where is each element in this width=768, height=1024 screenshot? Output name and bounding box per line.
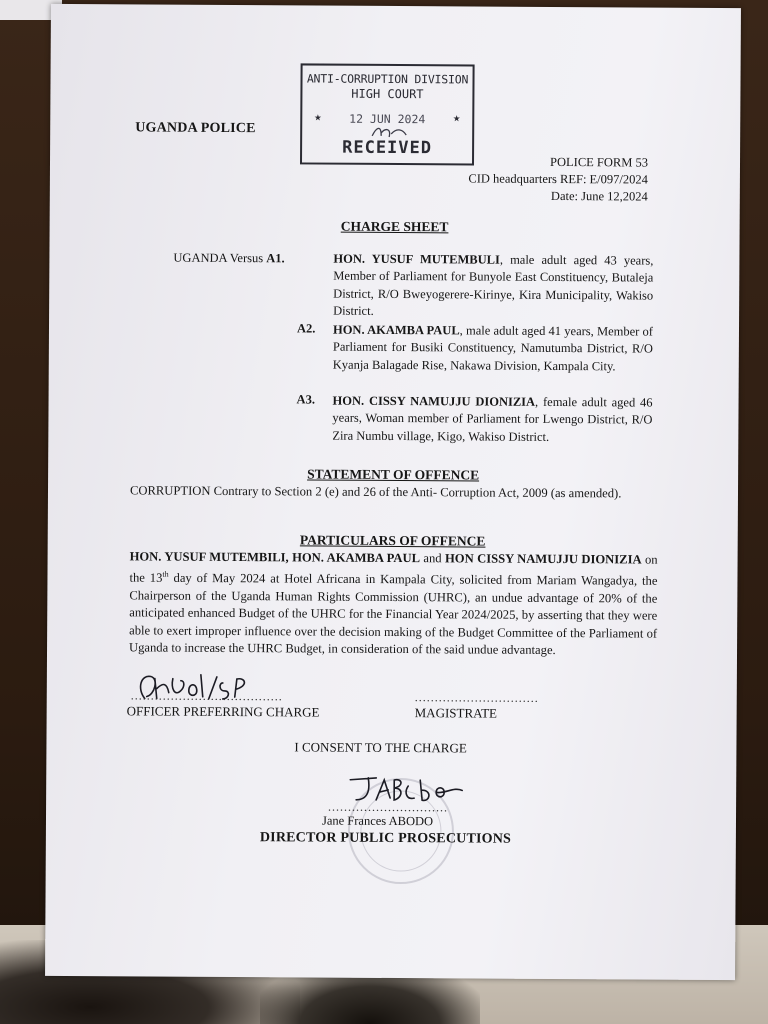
accused-details-a1: , male adult aged 43 years, Member of Parliament for Bunyole East Constituency, Butaleja District, R/O Bweyogerere-Kirinye, Kira Municipality, Wakiso District. (333, 252, 654, 319)
stamp-date: 12 JUN 2024 (349, 111, 426, 127)
statement-title: STATEMENT OF OFFENCE (307, 466, 480, 483)
magistrate-signature-line: ............................... (414, 690, 539, 705)
form-number: POLICE FORM 53 (550, 154, 649, 170)
particulars-names: HON. YUSUF MUTEMBILI, HON. AKAMBA PAUL (129, 549, 421, 566)
accused-a2 (333, 322, 653, 376)
particulars-superscript: th (162, 569, 169, 580)
particulars-body: day of May 2024 at Hotel Africana in Kampala City, solicited from Mariam Wangadya, the Chairperson of the Uganda Human Rights Commission (UHRC), an undue advantage of 20% of the anticipated enhanced Budget of the UHRC for the Financial Year 2024/2025, by asserting that they were able to exert improper influence over the decision making of the Budget Committee of the Parliament of Uganda to increase the UHRC Budget, in consideration of the said undue advantage. (129, 571, 658, 658)
particulars-title: PARTICULARS OF OFFENCE (299, 532, 486, 549)
accused-name-a1: HON. YUSUF MUTEMBULI (333, 251, 500, 267)
stamp-received: RECEIVED (342, 137, 433, 159)
dpp-title: DIRECTOR PUBLIC PROSECUTIONS (259, 830, 512, 847)
charge-sheet-title: CHARGE SHEET (340, 218, 449, 235)
dpp-signature-line: .............................. (328, 799, 449, 815)
accused-details-a3: , female adult aged 46 years, Woman member of Parliament for Lwengo District, R/O Zira Numbu village, Kigo, Wakiso District. (332, 394, 653, 444)
stamp-court: HIGH COURT (351, 86, 424, 102)
versus-label (173, 250, 284, 268)
consent-statement: I CONSENT TO THE CHARGE (294, 739, 467, 756)
cid-reference: CID headquarters REF: E/097/2024 (468, 171, 648, 187)
magistrate-caption: MAGISTRATE (414, 705, 498, 721)
star-icon: ★ (453, 110, 461, 125)
form-reference (468, 153, 648, 205)
accused-name-a2: HON. AKAMBA PAUL (332, 322, 460, 338)
accused-details-a2: , male adult aged 41 years, Member of Parliament for Busiki Constituency, Namutumba District, R/O Kyanja Balagade Rise, Nakawa Division, Kampala City. (332, 323, 654, 374)
particulars-pre-date: on the 13 (129, 552, 658, 586)
accused-label-a3: A3. (296, 392, 316, 407)
accused-a3 (332, 393, 652, 447)
dpp-name: Jane Frances ABODO (321, 813, 434, 829)
particulars-and: and (420, 551, 446, 566)
star-icon: ★ (314, 109, 322, 124)
particulars-text (129, 548, 658, 660)
accused-label-a1: A1. (266, 251, 285, 266)
versus-text: UGANDA Versus (173, 250, 264, 266)
agency-heading: UGANDA POLICE (135, 120, 256, 137)
accused-name-a3: HON. CISSY NAMUJJU DIONIZIA (332, 393, 536, 409)
stamp-division: ANTI-CORRUPTION DIVISION (306, 71, 469, 87)
statement-text: CORRUPTION Contrary to Section 2 (e) and 26 of the Anti- Corruption Act, 2009 (as amended). (129, 483, 622, 501)
particulars-names-2: HON CISSY NAMUJJU DIONIZIA (444, 551, 642, 567)
accused-label-a2: A2. (296, 321, 316, 336)
officer-caption: OFFICER PREFERRING CHARGE (126, 703, 320, 720)
charge-sheet-document (45, 4, 741, 980)
form-date: Date: June 12,2024 (550, 188, 648, 204)
received-stamp (300, 63, 475, 165)
officer-signature-line: ...................................... (130, 688, 283, 704)
accused-a1 (333, 251, 653, 323)
